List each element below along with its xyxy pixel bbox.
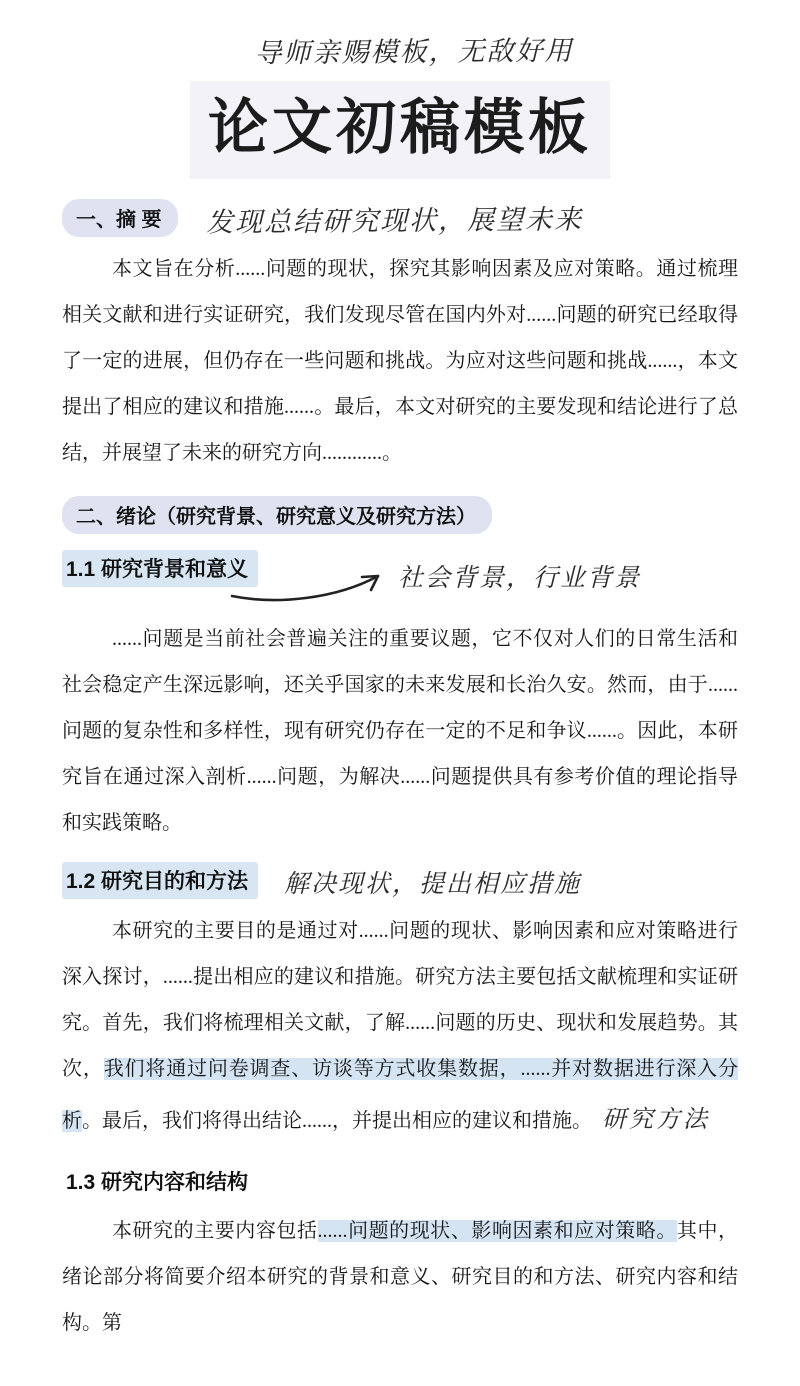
title-banner <box>190 81 610 179</box>
section-heading-introduction: 二、绪论（研究背景、研究意义及研究方法） <box>62 496 492 534</box>
content-text-segment: 本研究的主要内容包括 <box>112 1220 318 1243</box>
subsection-heading-1-3: 1.3 研究内容和结构 <box>66 1171 249 1195</box>
subsection-1-2-handwritten-annotation: 解决现状，提出相应措施 <box>284 869 582 898</box>
content-highlighted-segment: ......问题的现状、影响因素和应对策略。 <box>317 1220 677 1243</box>
top-handwritten-note: 导师亲赐模板，无敌好用 <box>254 35 574 70</box>
introduction-section-header-row <box>62 496 738 534</box>
methods-text-segment-end: 。最后，我们将得出结论......，并提出相应的建议和措施。 <box>82 1110 592 1132</box>
subsection-1-2-header-row <box>62 862 738 900</box>
subsection-1-1-handwritten-annotation: 社会背景，行业背景 <box>398 563 642 592</box>
background-paragraph: ......问题是当前社会普遍关注的重要议题，它不仅对人们的日常生活和社会稳定产生深远影响，还关乎国家的未来发展和长治久安。然而，由于......问题的复杂性和多样性，现有研究仍存在一定的不足和争议......。因此，本研究旨在通过深入剖析......问题，为解决......问题提供具有参考价值的理论指导和实践策略。 <box>62 628 738 834</box>
content-text-segment-end: 其中，绪论部分将简要介绍本研究的背景和意义、研究目的和方法、研究内容和结构。第 <box>62 1220 739 1335</box>
content-structure-paragraph <box>62 1208 738 1346</box>
page-title: 论文初稿模板 <box>208 94 592 161</box>
subsection-1-3-header-row <box>62 1163 738 1200</box>
methods-trailing-handwritten-annotation: 研究方法 <box>602 1105 710 1133</box>
subsection-1-1-header-row <box>62 550 738 608</box>
curved-arrow-icon <box>224 566 394 608</box>
methods-paragraph <box>62 908 738 1147</box>
abstract-section-header-row <box>62 199 738 238</box>
subsection-heading-1-2: 1.2 研究目的和方法 <box>62 862 258 899</box>
methods-highlighted-segment: 我们将通过问卷调查、访谈等方式收集数据，......并对数据进行深入分析 <box>62 1058 739 1132</box>
subsection-heading-1-1: 1.1 研究背景和意义 <box>62 550 258 587</box>
abstract-handwritten-annotation: 发现总结研究现状，展望未来 <box>205 204 583 239</box>
section-heading-abstract: 一、摘 要 <box>62 199 178 237</box>
abstract-paragraph: 本文旨在分析......问题的现状，探究其影响因素及应对策略。通过梳理相关文献和进行实证研究，我们发现尽管在国内外对......问题的研究已经取得了一定的进展，但仍存在一些问题和挑战。为应对这些问题和挑战......，本文提出了相应的建议和措施......。最后，本文对研究的主要发现和结论进行了总结，并展望了未来的研究方向............。 <box>62 258 738 464</box>
methods-text-segment: 本研究的主要目的是通过对......问题的现状、影响因素和应对策略进行深入探讨，......提出相应的建议和措施。研究方法主要包括文献梳理和实证研究。首先，我们将梳理相关文献，了解......问题的历史、现状和发展趋势。其次， <box>62 920 738 1080</box>
